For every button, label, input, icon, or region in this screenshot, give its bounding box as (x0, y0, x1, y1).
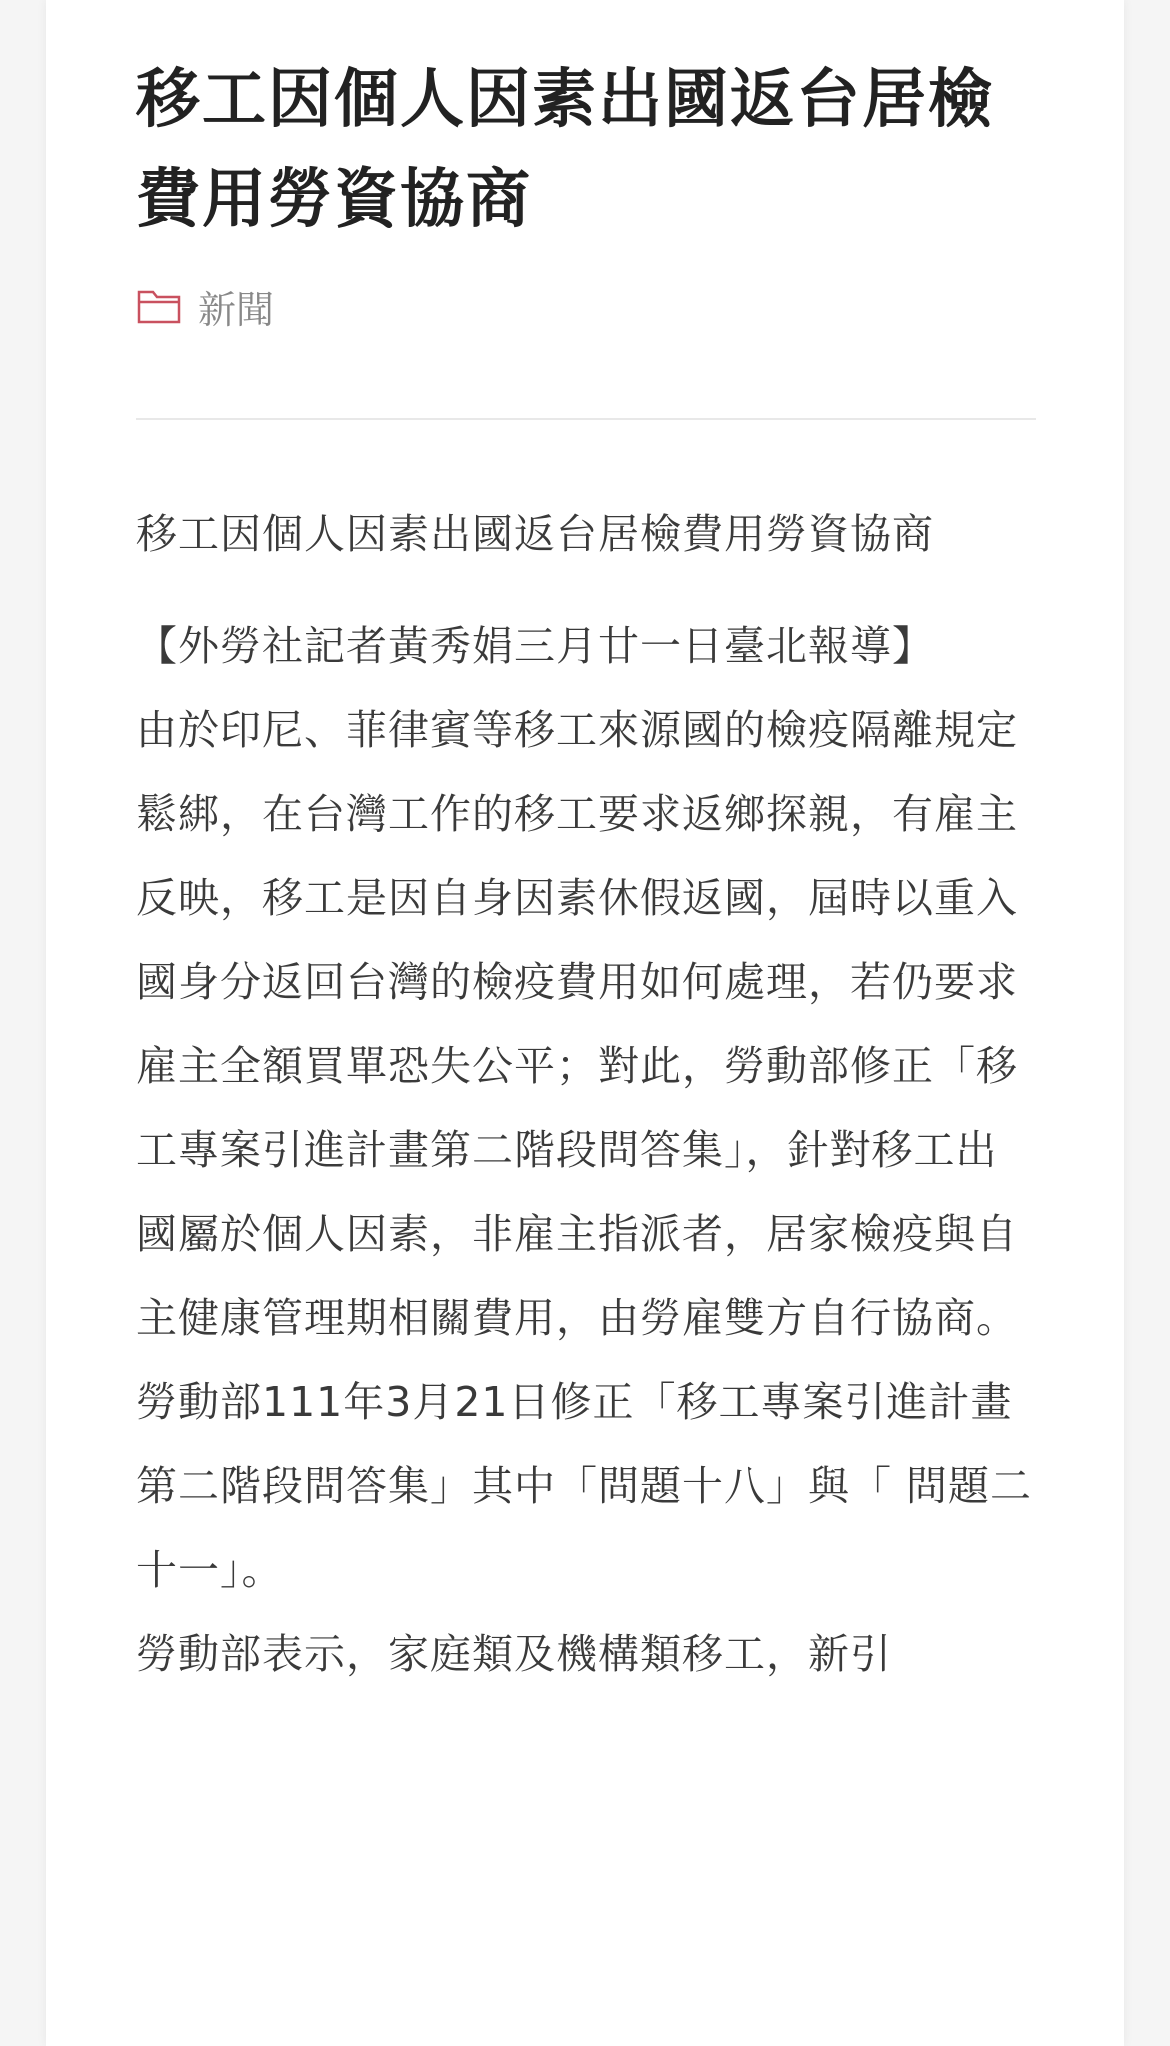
article-card (46, 0, 1124, 2046)
paragraph-headline: 移工因個人因素出國返台居檢費用勞資協商 (136, 510, 934, 558)
article-title: 移工因個人因素出國返台居檢費用勞資協商 (136, 63, 994, 237)
paragraph-statement: 勞動部表示，家庭類及機構類移工，新引 (136, 1630, 892, 1678)
paragraph-byline: 【外勞社記者黃秀娟三月廿一日臺北報導】 (136, 622, 934, 670)
category-link[interactable]: 新聞 (198, 287, 275, 332)
article-meta (136, 276, 1036, 336)
article-body (136, 492, 1036, 1696)
header-divider (136, 418, 1036, 420)
paragraph-revision: 勞動部111年3月21日修正「移工專案引進計畫第二階段問答集」其中「問題十八」與「 問題二十一」。 (136, 1378, 1033, 1594)
folder-icon (136, 286, 182, 326)
article-header (136, 50, 1036, 336)
paragraph-lead: 由於印尼、菲律賓等移工來源國的檢疫隔離規定鬆綁，在台灣工作的移工要求返鄉探親，有雇主反映，移工是因自身因素休假返國，屆時以重入國身分返回台灣的檢疫費用如何處理，若仍要求雇主全額買單恐失公平；對此，勞動部修正「移工專案引進計畫第二階段問答集」，針對移工出國屬於個人因素，非雇主指派者，居家檢疫與自主健康管理期相關費用，由勞雇雙方自行協商。 (136, 706, 1018, 1342)
